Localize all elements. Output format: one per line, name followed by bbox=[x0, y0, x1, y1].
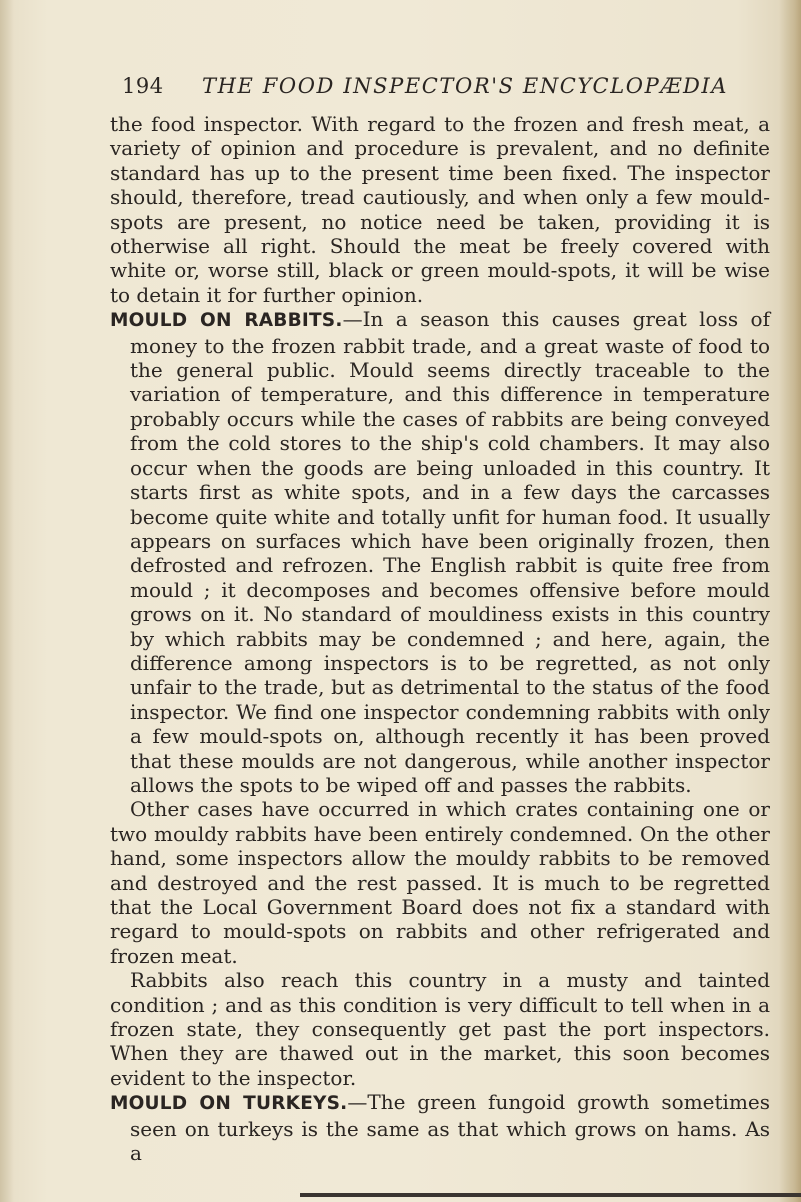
paragraph-tainted-rabbits bbox=[110, 968, 770, 1090]
running-title: THE FOOD INSPECTOR'S ENCYCLOPÆDIA bbox=[202, 74, 729, 98]
bottom-edge-rule bbox=[300, 1193, 801, 1197]
page-number: 194 bbox=[122, 74, 164, 98]
paragraph-text: —The green fungoid growth sometimes seen on turkeys is the same as that which grows on hams. As a bbox=[130, 1090, 771, 1166]
page-gutter-shadow bbox=[0, 0, 14, 1202]
body-text bbox=[110, 112, 770, 1165]
section-mould-on-turkeys bbox=[110, 1090, 770, 1165]
paragraph-text: —In a season this causes great loss of money to the frozen rabbit trade, and a great waste of food to the general public. Mould seems directly traceable to the variation of temperature, and this difference in temperature probably occurs while the cases of rabbits are being conveyed from the cold stores to the ship's cold chambers. It may also occur when the goods are being unloaded in this country. It starts first as white spots, and in a few days the carcasses become quite white and totally unfit for human food. It usually appears on surfaces which have been originally frozen, then defrosted and refrozen. The English rabbit is quite free from mould ; it decomposes and becomes offensive before mould grows on it. No standard of mouldiness exists in this country by which rabbits may be condemned ; and here, again, the difference among inspectors is to be regretted, as not only unfair to the trade, but as detrimental to the status of the food inspector. We find one inspector condemning rabbits with only a few mould-spots on, although recently it has been proved that these moulds are not dangerous, while another inspector allows the spots to be wiped off and passes the rabbits. bbox=[130, 307, 770, 797]
page-edge-shadow bbox=[779, 0, 801, 1202]
paragraph-other-cases bbox=[110, 797, 770, 968]
paragraph-text: Rabbits also reach this country in a musty and tainted condition ; and as this condition is very difficult to tell when in a frozen state, they consequently get past the port inspectors. When they are thawed out in the market, this soon becomes evident to the inspector. bbox=[110, 968, 770, 1090]
paragraph-continuation bbox=[110, 112, 770, 307]
paragraph-text: the food inspector. With regard to the frozen and fresh meat, a variety of opinion and procedure is prevalent, and no definite standard has up to the present time been fixed. The inspector should, therefore, tread cautiously, and when only a few mould-spots are present, no notice need be taken, providing it is otherwise all right. Should the meat be freely covered with white or, worse still, black or green mould-spots, it will be wise to detain it for further opinion. bbox=[110, 112, 770, 307]
section-heading: MOULD ON TURKEYS. bbox=[110, 1093, 348, 1115]
section-mould-on-rabbits bbox=[110, 307, 770, 797]
paragraph-text: Other cases have occurred in which crates containing one or two mouldy rabbits have been entirely condemned. On the other hand, some inspectors allow the mouldy rabbits to be removed and destroyed and the rest passed. It is much to be regretted that the Local Government Board does not fix a standard with regard to mould-spots on rabbits and other refrigerated and frozen meat. bbox=[110, 797, 770, 968]
section-heading: MOULD ON RABBITS. bbox=[110, 310, 343, 332]
running-header bbox=[122, 74, 742, 102]
